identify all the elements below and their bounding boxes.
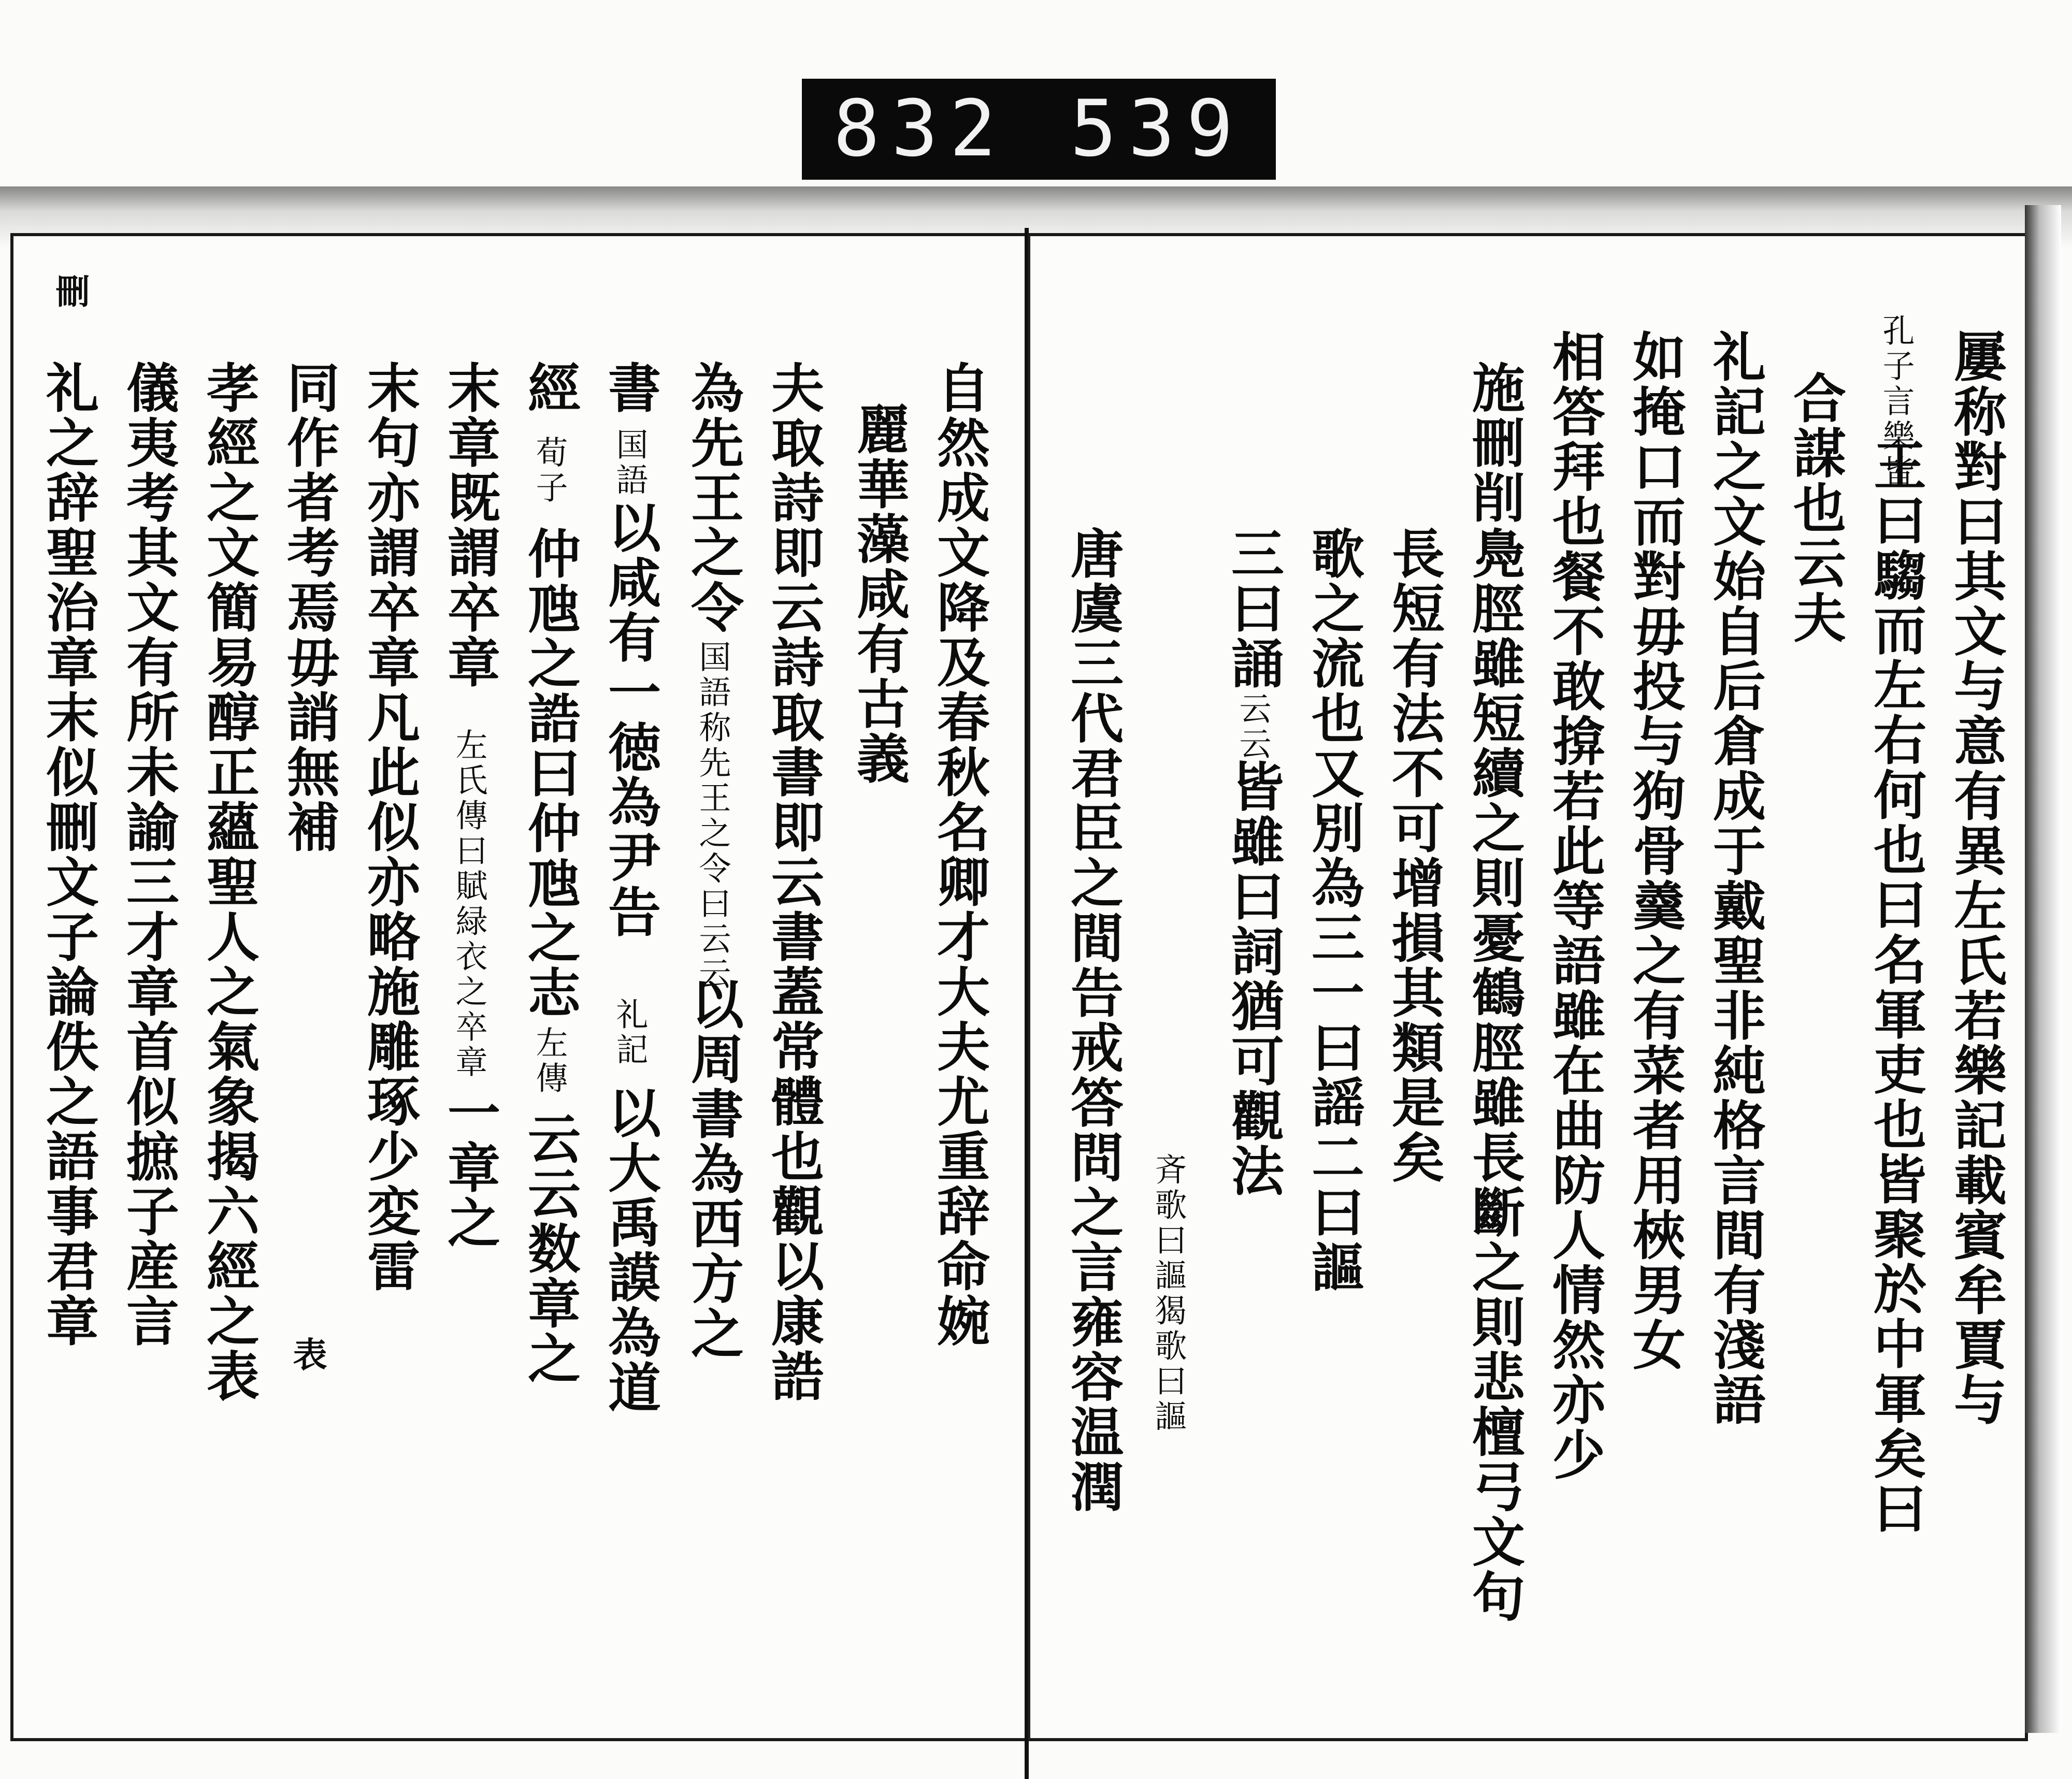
text-column: 唐虞三代君臣之間告戒答問之言雍容温潤 xyxy=(1062,526,1124,1514)
text-column: 書 xyxy=(599,360,661,415)
annotation-column: 云云 xyxy=(1234,692,1272,762)
text-column: 以大禹謨為道 xyxy=(599,1086,661,1415)
annotation-column: 左氏傳曰賦緑衣之卒章 xyxy=(450,728,488,1080)
annotation-column: 国語 xyxy=(611,428,649,498)
side-note: 表 xyxy=(287,1337,327,1371)
text-column: 末章既謂卒章 xyxy=(439,360,501,690)
left-page xyxy=(10,233,1028,1741)
text-column: 以周書為西方之 xyxy=(682,977,744,1361)
annotation-column: 斉歌曰謳猲歌曰謳 xyxy=(1149,1153,1187,1435)
annotation-column: 左傳 xyxy=(530,1026,568,1096)
text-column: 為先王之令 xyxy=(682,360,744,635)
text-column: 經 xyxy=(519,360,581,415)
text-column: 以咸有一徳為尹告 xyxy=(599,500,661,939)
annotation-column: 国語称先王之令曰云云 xyxy=(694,640,731,992)
text-column: 麗華藻咸有古義 xyxy=(848,402,910,786)
archive-label-left: 832 xyxy=(833,84,1008,174)
text-column: 歌之流也又別為三一曰謡二曰謳 xyxy=(1303,526,1365,1295)
text-column: 施刪削 xyxy=(1463,360,1526,525)
text-column: 合謀也云夫 xyxy=(1785,371,1847,645)
text-column: 同作者考焉毋誚無補 xyxy=(278,360,340,855)
text-column: 末句亦謂卒章凡此似亦略施雕琢少変雷 xyxy=(358,360,421,1294)
margin-mark: 刪 xyxy=(50,273,90,308)
text-column: 長短有法不可增損其類是矣 xyxy=(1383,526,1445,1185)
text-column: 鳧脛雖短續之則憂鶴脛雖長斷之則悲檀弓文句 xyxy=(1463,526,1526,1624)
text-column: 仲虺之誥曰仲虺之志 xyxy=(519,526,581,1020)
text-column: 屢称對曰其文与意有異左氏若樂記載賓牟賈与 xyxy=(1945,329,2007,1427)
text-column: 自然成文降及春秋名卿才大夫尤重辞命婉 xyxy=(928,360,990,1349)
text-column: 三曰誦 xyxy=(1222,526,1285,691)
text-column: 皆雖曰詞猶可觀法 xyxy=(1222,759,1285,1198)
archive-label-right: 539 xyxy=(1070,84,1245,174)
text-column: 如掩口而對毋投与狗骨羹之有菜者用梜男女 xyxy=(1624,329,1686,1372)
text-column: 一章之 xyxy=(439,1086,501,1250)
text-column: 云云数章之 xyxy=(519,1111,581,1386)
annotation-column: 礼記 xyxy=(611,997,649,1068)
text-column: 孝經之文簡易醇正蘊聖人之氣象揭六經之表 xyxy=(198,360,260,1404)
text-column: 相答拜也餐不敢揜若此等語雖在曲防人情然亦少 xyxy=(1544,329,1606,1482)
archive-label-plate xyxy=(802,79,1276,180)
right-page xyxy=(1028,233,2028,1741)
text-column: 礼之辞聖治章末似刪文子論佚之語事君章 xyxy=(37,360,99,1349)
text-column: 夫取詩即云詩取書即云書蓋常體也觀以康誥 xyxy=(762,360,825,1404)
text-column: 儀夷考其文有所未諭三才章首似摭子産言 xyxy=(118,360,180,1349)
text-column: 礼記之文始自后倉成于戴聖非純格言間有淺語 xyxy=(1704,329,1766,1427)
text-column: 王曰騶而左右何也曰名軍吏也皆聚於中軍矣曰 xyxy=(1865,438,1927,1536)
annotation-column: 孔子言樂皆 xyxy=(1877,314,1915,490)
annotation-column: 荀子 xyxy=(530,436,568,506)
